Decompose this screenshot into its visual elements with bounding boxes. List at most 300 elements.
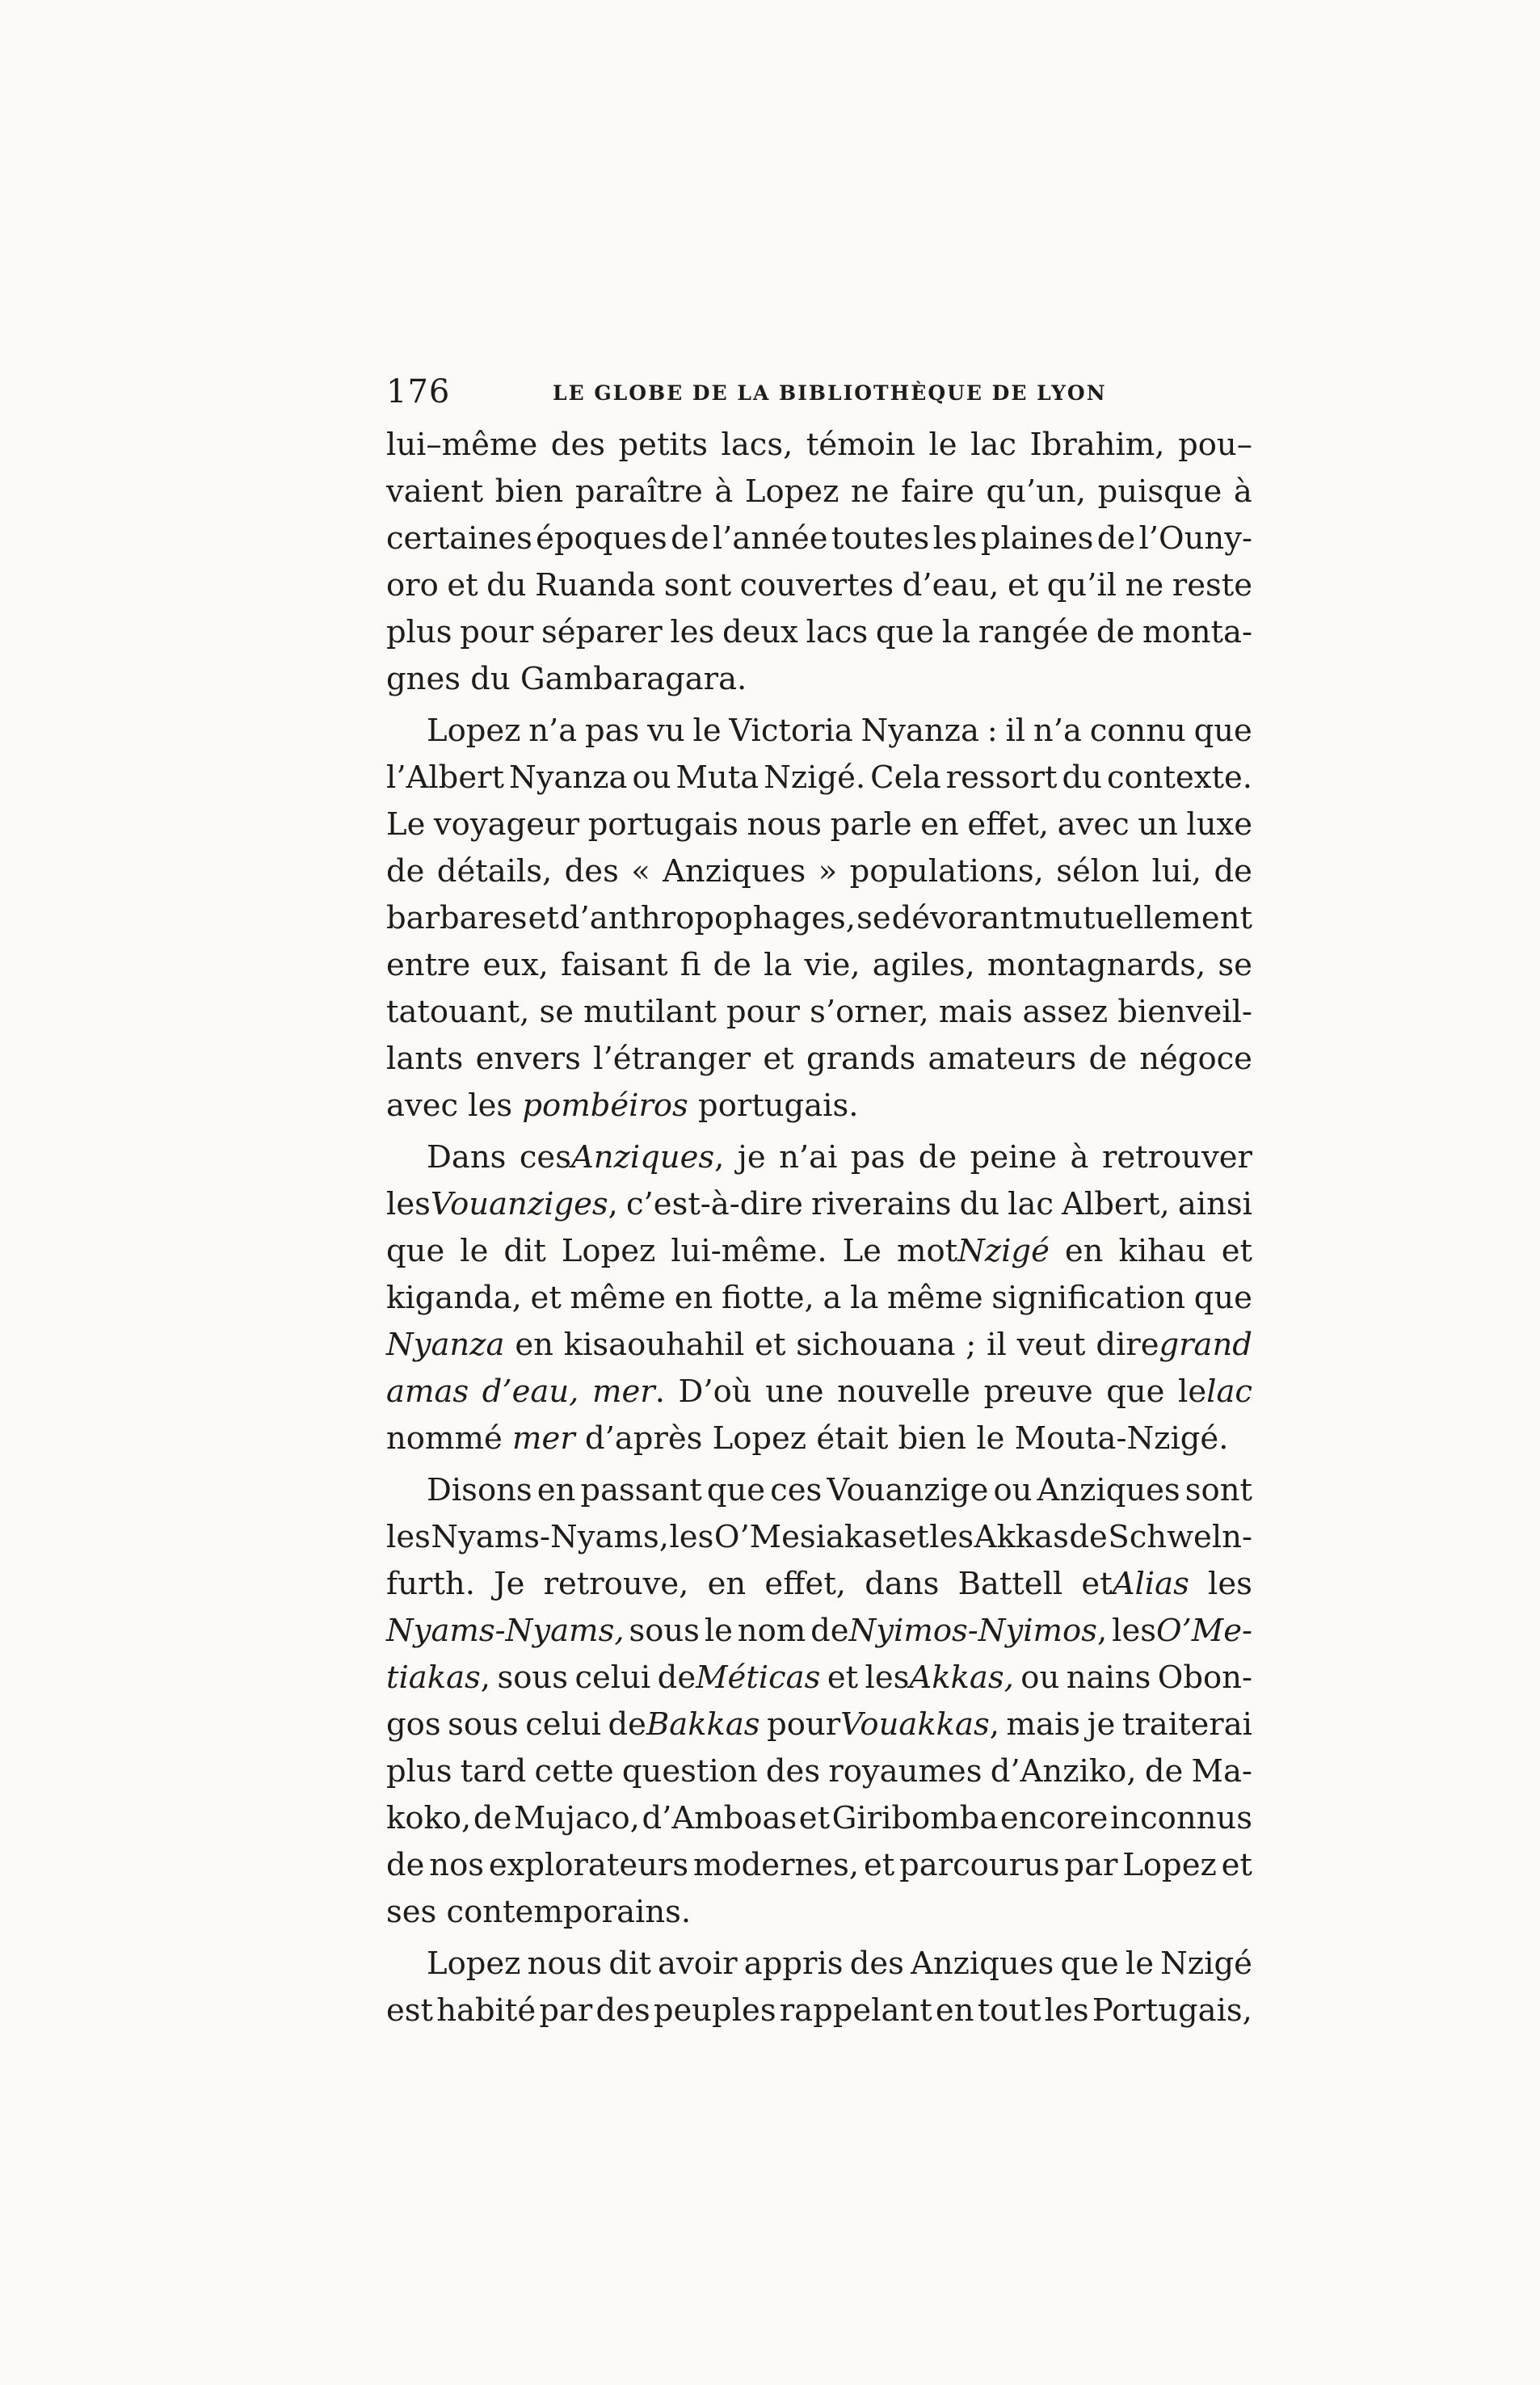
word: de — [713, 947, 751, 983]
word: ainsi — [1177, 1186, 1252, 1222]
word: de — [1214, 853, 1252, 890]
word: nains — [1066, 1659, 1151, 1696]
word: des — [765, 1753, 821, 1790]
word: encore — [999, 1800, 1109, 1836]
text-segment: ses contemporains. — [386, 1894, 692, 1930]
word: Anziques — [663, 853, 806, 890]
word: mais — [1006, 1706, 1081, 1743]
word: Vouanzige — [827, 1472, 989, 1508]
word: deBakkas — [608, 1706, 760, 1743]
word: passant — [580, 1472, 702, 1508]
word: le — [460, 1233, 489, 1269]
word: plus — [386, 1753, 452, 1790]
word: sichouana — [796, 1327, 956, 1363]
word: habité — [436, 1992, 536, 2029]
text-line — [386, 562, 1252, 609]
word: Nyams-Nyams, — [386, 1613, 625, 1649]
word: effet, — [764, 1566, 847, 1602]
word: celui — [525, 1706, 601, 1743]
word: et — [763, 1041, 794, 1077]
word: pour — [460, 614, 534, 650]
word: riverains — [811, 1186, 952, 1222]
word: s’orner, — [810, 994, 929, 1030]
word: grands — [806, 1041, 916, 1077]
word: contexte. — [1107, 759, 1252, 796]
word: diregrand — [1096, 1327, 1252, 1363]
word: c’est-à-dire — [625, 1186, 803, 1222]
word: la — [764, 947, 793, 983]
word: paraître — [574, 473, 703, 510]
text-line — [386, 1748, 1252, 1795]
word: d’Amboas — [642, 1800, 797, 1836]
word: que — [386, 1233, 445, 1269]
word: est — [386, 1992, 434, 2029]
word: connu — [1089, 713, 1186, 749]
word: lesAkkas, — [865, 1659, 1014, 1696]
word: rappelant — [779, 1992, 932, 2029]
word: deNyimos-Nyimos, — [810, 1613, 1108, 1649]
word: envers — [475, 1041, 581, 1077]
word: ou — [1020, 1659, 1060, 1696]
word: Giribomba — [831, 1800, 999, 1836]
word: pas — [850, 1139, 906, 1176]
word: dans — [865, 1566, 940, 1602]
word: faisant — [561, 947, 668, 983]
word: et — [1221, 1847, 1252, 1883]
word: royaumes — [828, 1753, 982, 1790]
word: les — [669, 1519, 714, 1555]
text-segment: d’après Lopez était bien le Mouta-Nzigé. — [574, 1420, 1229, 1457]
word: l’année — [712, 520, 828, 557]
word: bien — [494, 473, 564, 510]
word: Albert, — [1062, 1186, 1170, 1222]
word: appris — [743, 1945, 844, 1982]
word: : — [987, 713, 998, 749]
word: eux, — [482, 947, 549, 983]
word: du — [1062, 759, 1102, 796]
word: du — [486, 567, 527, 604]
word: témoin — [806, 427, 915, 463]
text-line — [386, 1988, 1252, 2034]
word: en — [707, 1566, 747, 1602]
word: Cela — [870, 759, 941, 796]
word: je — [1087, 1706, 1116, 1743]
word: Lopez — [744, 473, 839, 510]
word: etAlias — [1081, 1566, 1189, 1602]
word: les — [670, 614, 715, 650]
word: sont — [663, 567, 732, 604]
word: Je — [494, 1566, 525, 1602]
text-line — [386, 1608, 1252, 1655]
word: avoir — [658, 1945, 738, 1982]
text-line — [386, 609, 1252, 656]
text-line — [386, 1083, 1252, 1129]
word: bienveil- — [1117, 994, 1252, 1030]
text-line — [386, 1561, 1252, 1608]
word: séparer — [541, 614, 663, 650]
word: ou — [993, 1472, 1033, 1508]
word: n’ai — [779, 1139, 838, 1176]
text-line — [386, 895, 1252, 942]
word: parcourus — [899, 1847, 1060, 1883]
word: parle — [830, 806, 912, 843]
word: Le — [842, 1233, 882, 1269]
word: mer. — [591, 1373, 665, 1410]
word: que — [875, 614, 935, 650]
word: par — [1064, 1847, 1118, 1883]
word: et — [1221, 1233, 1252, 1269]
word: négoce — [1139, 1041, 1252, 1077]
word: et — [827, 1659, 859, 1696]
word: l’Ouny- — [1138, 520, 1252, 557]
word: luxe — [1186, 806, 1252, 843]
text-line — [386, 1036, 1252, 1083]
word: ; — [966, 1327, 977, 1363]
word: cesAnziques, — [519, 1139, 725, 1176]
word: il — [1005, 713, 1026, 749]
word: sont — [1184, 1472, 1252, 1508]
word: lacs, — [721, 427, 793, 463]
word: O’Mesiakas — [713, 1519, 898, 1555]
word: les — [1208, 1566, 1252, 1602]
word: époques — [536, 520, 667, 557]
word: plaines — [980, 520, 1094, 557]
text-line — [386, 469, 1252, 515]
word: modernes, — [692, 1847, 860, 1883]
word: tiakas, — [386, 1659, 491, 1696]
word: Nyanza — [860, 713, 979, 749]
word: assez — [1022, 994, 1109, 1030]
word: lacs — [806, 614, 869, 650]
word: dévorant — [891, 900, 1033, 936]
text-line — [386, 1467, 1252, 1514]
word: petits — [618, 427, 708, 463]
word: une — [765, 1373, 824, 1410]
word: nous — [527, 1945, 603, 1982]
word: Nyanza — [509, 759, 628, 796]
italic-text: pombéiros — [522, 1087, 688, 1124]
word: mutuellement — [1033, 900, 1252, 936]
word: Lopez — [427, 1945, 521, 1982]
word: ressort — [945, 759, 1058, 796]
word: kihau — [1118, 1233, 1206, 1269]
word: traiterai — [1121, 1706, 1252, 1743]
word: les — [932, 520, 978, 557]
word: en — [935, 1992, 974, 2029]
word: le — [1125, 1945, 1154, 1982]
word: en — [674, 1280, 713, 1316]
word: Lopez — [561, 1233, 656, 1269]
word: populations, — [849, 853, 1044, 890]
text-line — [386, 708, 1252, 755]
text-line — [386, 1228, 1252, 1275]
word: deux — [722, 614, 798, 650]
word: signification — [991, 1280, 1186, 1316]
word: lui, — [1151, 853, 1202, 890]
word: Dans — [427, 1139, 507, 1176]
word: amateurs — [928, 1041, 1077, 1077]
word: Muta — [675, 759, 759, 796]
word: en — [515, 1327, 553, 1363]
word: en — [536, 1472, 576, 1508]
word: pou– — [1178, 427, 1252, 463]
word: la — [850, 1280, 879, 1316]
word: ces — [770, 1472, 823, 1508]
text-line — [386, 848, 1252, 895]
word: lui-même. — [671, 1233, 827, 1269]
word: lelac — [1178, 1373, 1252, 1410]
word: Akkas — [974, 1519, 1069, 1555]
word: et — [1007, 567, 1039, 604]
word: nos — [429, 1847, 485, 1883]
word: pas — [585, 713, 640, 749]
word: des — [550, 427, 605, 463]
word: rangée — [978, 614, 1089, 650]
word: du — [959, 1186, 1000, 1222]
word: de — [1069, 1519, 1108, 1555]
word: le — [692, 713, 722, 749]
word: des — [564, 853, 619, 890]
word: plus — [386, 614, 452, 650]
word: couvertes — [739, 567, 894, 604]
word: sous — [497, 1659, 568, 1696]
word: se — [856, 900, 891, 936]
text-segment: nommé — [386, 1420, 513, 1457]
body-text — [386, 422, 1252, 2034]
word: nom — [737, 1613, 806, 1649]
text-segment: gnes du Gambaragara. — [386, 661, 747, 697]
text-segment: portugais. — [688, 1087, 859, 1124]
word: mais — [938, 994, 1013, 1030]
word: furth. — [386, 1566, 475, 1602]
word: Nyams-Nyams, — [431, 1519, 669, 1555]
word: explorateurs — [488, 1847, 689, 1883]
word: lesO’Me- — [1112, 1613, 1252, 1649]
word: Anziques — [1037, 1472, 1180, 1508]
word: inconnus — [1109, 1800, 1252, 1836]
word: de — [671, 520, 709, 557]
word: d’Anziko, — [990, 1753, 1137, 1790]
word: Lopez — [1122, 1847, 1217, 1883]
word: fiotte, — [721, 1280, 814, 1316]
word: l’étranger — [593, 1041, 751, 1077]
word: amas — [386, 1373, 469, 1410]
word: motNzigé — [896, 1233, 1050, 1269]
text-line — [386, 515, 1252, 562]
word: pour — [726, 994, 800, 1030]
word: fi — [680, 947, 701, 983]
word: que — [706, 1472, 766, 1508]
word: que — [1106, 1373, 1165, 1410]
word: peuples — [653, 1992, 776, 2029]
text-line — [386, 656, 1252, 703]
word: toutes — [831, 520, 930, 557]
word: Nyanza — [386, 1327, 505, 1363]
word: ne — [1125, 567, 1164, 604]
word: Le — [386, 806, 426, 843]
word: et — [898, 1519, 929, 1555]
word: de — [1096, 520, 1136, 557]
text-line — [386, 1701, 1252, 1748]
word: détails, — [436, 853, 553, 890]
word: de — [473, 1800, 512, 1836]
word: tard — [460, 1753, 527, 1790]
word: portugais — [587, 806, 738, 843]
word: que — [1193, 1280, 1252, 1316]
text-line — [386, 989, 1252, 1036]
word: à — [714, 473, 734, 510]
word: faire — [901, 473, 974, 510]
page-number: 176 — [386, 373, 451, 410]
word: qu’un, — [986, 473, 1086, 510]
word: kiganda, — [386, 1280, 522, 1316]
word: de — [1088, 1041, 1127, 1077]
word: lui–même — [386, 427, 538, 463]
word: Ma- — [1191, 1753, 1252, 1790]
word: de — [386, 1847, 425, 1883]
word: et — [755, 1327, 786, 1363]
text-line — [386, 1655, 1252, 1701]
word: et — [863, 1847, 895, 1883]
word: il — [987, 1327, 1007, 1363]
text-line — [386, 1415, 1252, 1462]
word: oro — [386, 567, 439, 604]
text-line — [386, 422, 1252, 469]
word: ou — [632, 759, 671, 796]
text-line — [386, 1842, 1252, 1889]
word: Nzigé. — [764, 759, 866, 796]
word: voyageur — [433, 806, 580, 843]
word: monta- — [1142, 614, 1252, 650]
word: D’où — [678, 1373, 752, 1410]
word: et — [530, 1280, 562, 1316]
word: et — [798, 1800, 831, 1836]
word: effet, — [967, 806, 1050, 843]
word: lac — [970, 427, 1016, 463]
word: et — [528, 900, 559, 936]
word: de — [1144, 1753, 1184, 1790]
word: que — [1060, 1945, 1119, 1982]
word: Mujaco, — [513, 1800, 640, 1836]
text-line — [386, 1941, 1252, 1988]
text-line — [386, 1795, 1252, 1842]
word: Battell — [957, 1566, 1063, 1602]
word: les — [1044, 1992, 1089, 2029]
word: à — [1233, 473, 1252, 510]
text-segment: avec les — [386, 1087, 523, 1124]
word: de — [386, 853, 425, 890]
word: des — [595, 1992, 650, 2029]
word: l’Albert — [386, 759, 504, 796]
word: avec — [1057, 806, 1130, 843]
text-line — [386, 1181, 1252, 1228]
word: peine — [970, 1139, 1057, 1176]
word: un — [1138, 806, 1178, 843]
word: les — [386, 1519, 431, 1555]
word: nouvelle — [837, 1373, 970, 1410]
word: se — [539, 994, 574, 1030]
word: celui — [574, 1659, 651, 1696]
text-line — [386, 1275, 1252, 1322]
word: tout — [977, 1992, 1041, 2029]
word: et — [447, 567, 478, 604]
word: d’eau, — [482, 1373, 579, 1410]
word: « — [631, 853, 650, 890]
word: kisaouhahil — [563, 1327, 745, 1363]
text-line — [386, 801, 1252, 848]
text-line — [386, 1322, 1252, 1369]
word: sélon — [1056, 853, 1140, 890]
word: Ibrahim, — [1029, 427, 1165, 463]
word: reste — [1172, 567, 1252, 604]
word: preuve — [983, 1373, 1093, 1410]
word: le — [928, 427, 957, 463]
word: lants — [386, 1041, 464, 1077]
word: barbares — [386, 900, 528, 936]
word: le — [704, 1613, 733, 1649]
word: Schweln- — [1108, 1519, 1252, 1555]
word: pourVouakkas, — [767, 1706, 999, 1743]
word: dit — [503, 1233, 546, 1269]
word: puisque — [1097, 473, 1222, 510]
word: deMéticas — [657, 1659, 821, 1696]
word: vie, — [804, 947, 860, 983]
word: qu’il — [1046, 567, 1117, 604]
word: montagnards, — [987, 947, 1206, 983]
word: veut — [1016, 1327, 1086, 1363]
text-line — [386, 942, 1252, 989]
word: même — [570, 1280, 667, 1316]
word: question — [621, 1753, 758, 1790]
word: la — [941, 614, 971, 650]
word: n’a — [528, 713, 578, 749]
page-header — [386, 373, 1243, 415]
word: d’anthropophages, — [559, 900, 856, 936]
word: de — [918, 1139, 957, 1176]
word: certaines — [386, 520, 532, 557]
word: en — [1064, 1233, 1104, 1269]
word: agiles, — [872, 947, 975, 983]
word: gos — [386, 1706, 441, 1743]
word: tatouant, — [386, 994, 530, 1030]
word: koko, — [386, 1800, 472, 1836]
word: cette — [534, 1753, 614, 1790]
word: lac — [1008, 1186, 1054, 1222]
word: sous — [629, 1613, 700, 1649]
word: même — [887, 1280, 983, 1316]
word: ne — [850, 473, 890, 510]
text-line — [386, 1889, 1252, 1936]
text-line — [386, 1134, 1252, 1181]
word: nous — [747, 806, 823, 843]
word: retrouve, — [543, 1566, 689, 1602]
text-line — [386, 1514, 1252, 1561]
word: vaient — [386, 473, 484, 510]
text-line — [386, 1369, 1252, 1415]
word: Lopez — [427, 713, 521, 749]
word: je — [737, 1139, 766, 1176]
running-title: LE GLOBE DE LA BIBLIOTHÈQUE DE LYON — [553, 381, 1107, 405]
word: en — [920, 806, 959, 843]
word: que — [1193, 713, 1252, 749]
word: d’eau, — [902, 567, 999, 604]
word: Nzigé — [1160, 1945, 1252, 1982]
word: lesVouanziges, — [386, 1186, 618, 1222]
word: Ruanda — [535, 567, 656, 604]
word: Portugais, — [1092, 1992, 1252, 2029]
word: les — [929, 1519, 974, 1555]
word: à — [1070, 1139, 1089, 1176]
